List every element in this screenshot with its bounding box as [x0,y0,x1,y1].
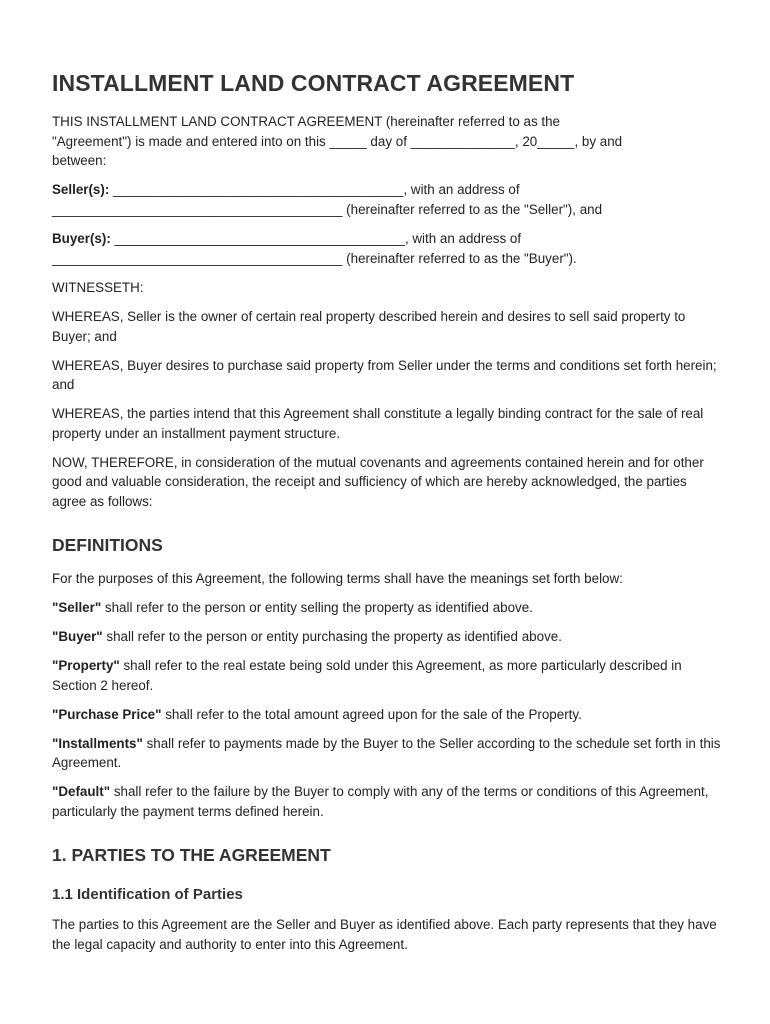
definition-item [52,734,722,773]
document-title: INSTALLMENT LAND CONTRACT AGREEMENT [52,70,575,96]
whereas-paragraph: WHEREAS, Seller is the owner of certain real property described herein and desires to sell said property to Buyer; and [52,309,686,344]
seller-block [52,180,722,219]
definitions-heading: DEFINITIONS [52,535,163,555]
seller-address-blank: _______________________________________ (hereinafter referred to as the "Seller"), and [52,201,603,217]
buyer-name-blank: _______________________________________, with an address of [110,231,522,246]
definition-item [52,782,722,821]
definition-text: shall refer to the total amount agreed upon for the sale of the Property. [161,706,582,722]
buyer-block [52,229,722,268]
definition-item [52,598,722,618]
intro-line: THIS INSTALLMENT LAND CONTRACT AGREEMENT (hereinafter referred to as the [52,114,560,129]
definition-text: shall refer to payments made by the Buyer to the Seller according to the schedule set forth in this Agreement. [52,735,721,770]
definition-term: "Buyer" [52,629,103,644]
witnesseth: WITNESSETH: [52,280,144,295]
definition-term: "Installments" [52,735,143,751]
whereas-paragraph: WHEREAS, Buyer desires to purchase said property from Seller under the terms and conditions set forth herein; and [52,357,717,392]
buyer-address-blank: _______________________________________ (hereinafter referred to as the "Buyer"). [52,250,577,266]
definition-item [52,705,722,725]
intro-line: "Agreement") is made and entered into on this _____ day of ______________, 20_____, by and [52,133,623,149]
definition-term: "Default" [52,784,111,799]
definition-item [52,656,722,695]
definition-term: "Seller" [52,600,102,615]
definition-term: "Purchase Price" [52,706,162,722]
buyer-label: Buyer(s): [52,231,111,246]
definition-term: "Property" [52,658,120,673]
definition-text: shall refer to the person or entity purchasing the property as identified above. [102,629,562,644]
section-1-heading: 1. PARTIES TO THE AGREEMENT [52,845,331,865]
now-therefore-paragraph: NOW, THEREFORE, in consideration of the mutual covenants and agreements contained herein and for other good and valuable consideration, the receipt and sufficiency of which are hereby acknowledged, the parties agree as follows: [52,454,704,509]
seller-label: Seller(s): [52,182,110,197]
definition-text: shall refer to the real estate being sold under this Agreement, as more particularly described in Section 2 hereof. [52,658,682,693]
section-1-1-heading: 1.1 Identification of Parties [52,886,243,903]
definition-item [52,627,722,647]
seller-name-blank: _______________________________________, with an address of [109,182,520,197]
whereas-paragraph: WHEREAS, the parties intend that this Agreement shall constitute a legally binding contract for the sale of real property under an installment payment structure. [52,406,704,441]
intro-paragraph [52,112,722,171]
section-1-1-text: The parties to this Agreement are the Seller and Buyer as identified above. Each party represents that they have the legal capacity and authority to enter into this Agreement. [52,917,717,952]
definitions-intro: For the purposes of this Agreement, the following terms shall have the meanings set forth below: [52,571,623,586]
document-body [52,70,722,964]
definition-text: shall refer to the failure by the Buyer to comply with any of the terms or conditions of this Agreement, particularly the payment terms defined herein. [52,784,709,819]
intro-line: between: [52,153,107,168]
definition-text: shall refer to the person or entity selling the property as identified above. [101,600,533,615]
